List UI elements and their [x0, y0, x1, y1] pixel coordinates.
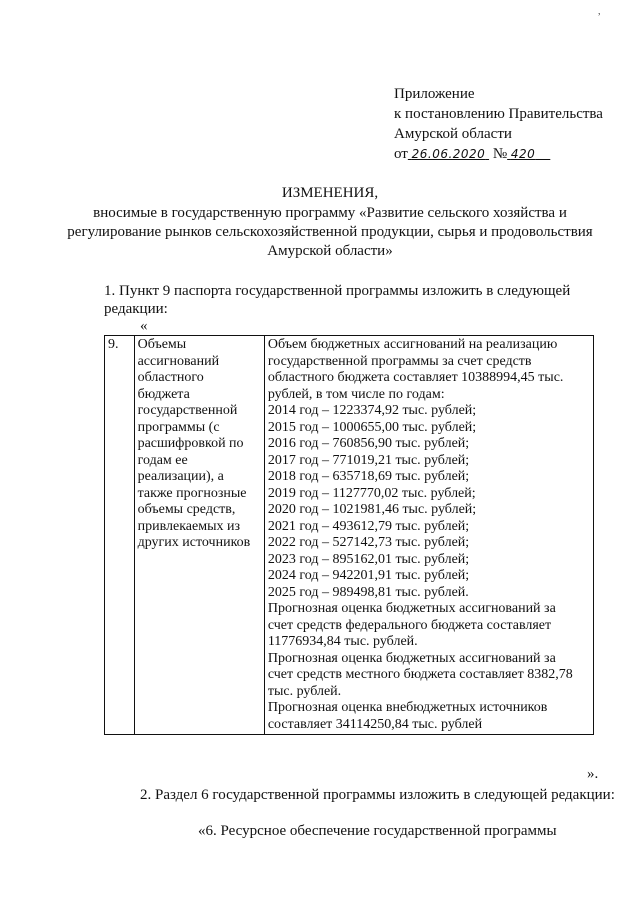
- content-line: государственной программы за счет средств: [267, 353, 532, 369]
- resolution-date: 26.06.2020: [411, 147, 486, 161]
- row-name-line: программы (с: [137, 419, 220, 435]
- paragraph-1-line-1: 1. Пункт 9 паспорта государственной программы изложить в следующей: [104, 283, 571, 299]
- content-line: Прогнозная оценка бюджетных ассигнований за: [267, 601, 556, 616]
- quote-close: ».: [587, 766, 599, 782]
- year-2024-line: 2024 год – 942201,91 тыс. рублей;: [267, 568, 470, 583]
- content-line: тыс. рублей.: [267, 683, 342, 699]
- resolution-number: 420: [510, 147, 536, 161]
- content-line: областного бюджета составляет 10388994,45 тыс.: [267, 370, 564, 385]
- row-name-line: также прогнозные: [137, 485, 247, 501]
- year-2025-line: 2025 год – 989498,81 тыс. рублей.: [267, 584, 469, 600]
- paragraph-2: 2. Раздел 6 государственной программы изложить в следующей редакции:: [140, 787, 615, 803]
- paragraph-1-line-2: редакции:: [104, 301, 168, 317]
- row-number: 9.: [105, 336, 135, 735]
- year-2016-line: 2016 год – 760856,90 тыс. рублей;: [267, 436, 470, 451]
- row-name-line: Объемы: [137, 337, 187, 352]
- scan-mark: ,: [598, 6, 601, 17]
- content-line: счет средств федерального бюджета составляет: [267, 617, 552, 633]
- year-2014-line: 2014 год – 1223374,92 тыс. рублей;: [267, 403, 477, 418]
- paragraph-3: «6. Ресурсное обеспечение государственной программы: [198, 823, 557, 839]
- row-name-line: государственной: [137, 403, 238, 418]
- row-name-line: ассигнований: [137, 353, 220, 369]
- year-2023-line: 2023 год – 895162,01 тыс. рублей;: [267, 551, 470, 567]
- content-line: 11776934,84 тыс. рублей.: [267, 634, 418, 649]
- title-heading: ИЗМЕНЕНИЯ,: [281, 185, 379, 201]
- quote-open: «: [140, 318, 148, 334]
- row-name-line: реализации), а: [137, 469, 224, 484]
- passport-table: [104, 335, 594, 735]
- year-2020-line: 2020 год – 1021981,46 тыс. рублей;: [267, 502, 477, 517]
- date-prefix: от: [394, 146, 408, 162]
- content-line: счет средств местного бюджета составляет 8382,78: [267, 667, 573, 682]
- content-line: Объем бюджетных ассигнований на реализацию: [267, 337, 558, 352]
- year-2021-line: 2021 год – 493612,79 тыс. рублей;: [267, 518, 470, 534]
- document-title: [60, 184, 600, 261]
- title-subtitle: вносимые в государственную программу «Развитие сельского хозяйства и регулирование рынков сельскохозяйственной продукции, сырья и продовольствия Амурской области»: [67, 205, 593, 259]
- resolution-date-number: [394, 144, 603, 164]
- content-line: Прогнозная оценка внебюджетных источников: [267, 700, 548, 715]
- table-row: [105, 336, 594, 735]
- row-name-line: бюджета: [137, 386, 190, 402]
- row-content: [264, 336, 593, 735]
- row-name-line: привлекаемых из: [137, 518, 241, 534]
- year-2017-line: 2017 год – 771019,21 тыс. рублей;: [267, 452, 470, 468]
- row-name-line: объемы средств,: [137, 502, 236, 517]
- year-2022-line: 2022 год – 527142,73 тыс. рублей;: [267, 535, 470, 550]
- row-name-line: областного: [137, 370, 204, 385]
- year-2019-line: 2019 год – 1127770,02 тыс. рублей;: [267, 485, 476, 501]
- year-2018-line: 2018 год – 635718,69 тыс. рублей;: [267, 469, 470, 484]
- year-2015-line: 2015 год – 1000655,00 тыс. рублей;: [267, 419, 477, 435]
- content-line: составляет 34114250,84 тыс. рублей: [267, 716, 483, 732]
- content-line: Прогнозная оценка бюджетных ассигнований за: [267, 650, 556, 666]
- content-line: рублей, в том числе по годам:: [267, 386, 445, 402]
- appendix-region: Амурской области: [394, 126, 512, 142]
- appendix-resolution: к постановлению Правительства: [394, 106, 603, 122]
- row-name-line: других источников: [137, 535, 251, 550]
- row-name-line: расшифровкой по: [137, 436, 244, 451]
- appendix-header: [394, 84, 603, 164]
- number-sign: №: [492, 146, 508, 162]
- appendix-label: Приложение: [394, 86, 475, 102]
- row-name-line: годам ее: [137, 452, 188, 468]
- row-name: [134, 336, 264, 735]
